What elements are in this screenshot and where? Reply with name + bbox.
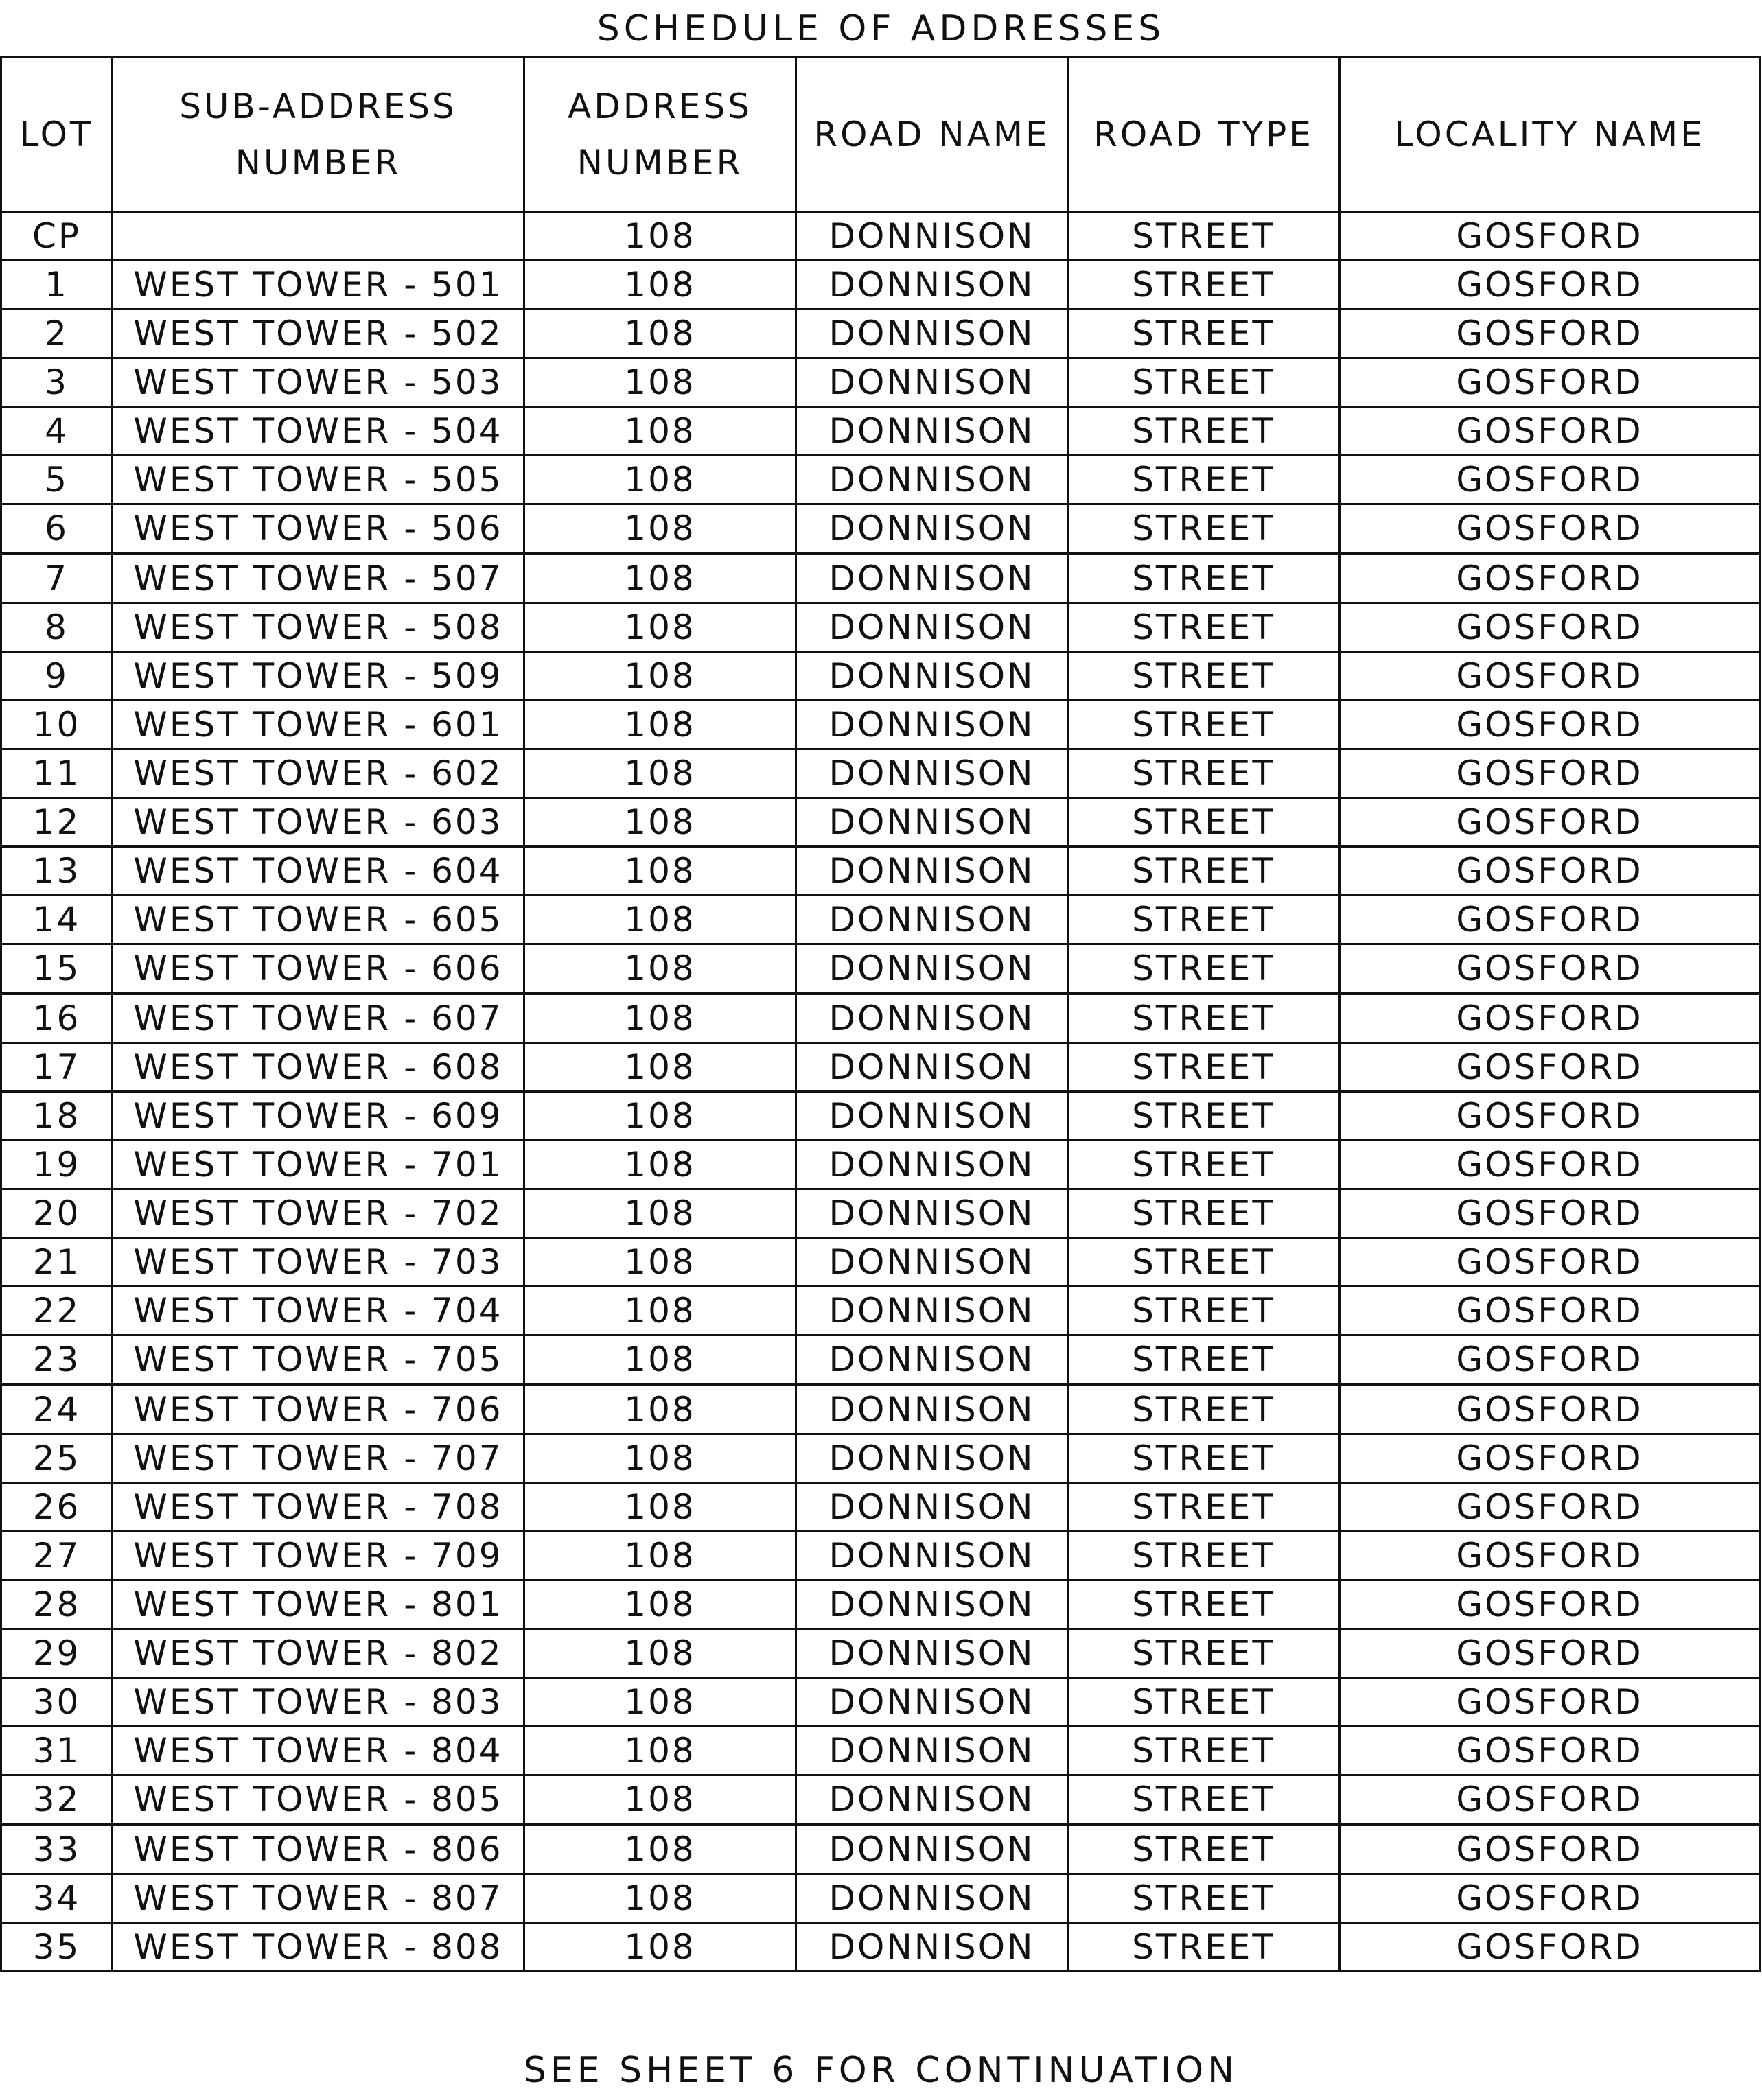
cell-road-name: DONNISON [796,701,1068,749]
cell-road-type: STREET [1068,1335,1340,1385]
cell-road-name: DONNISON [796,1335,1068,1385]
table-row [1,1335,1760,1385]
cell-lot: 29 [1,1629,113,1678]
header-addr-line2: NUMBER [577,143,743,183]
cell-road-name: DONNISON [796,652,1068,701]
cell-address-number: 108 [524,212,796,261]
cell-sub-address: WEST TOWER - 607 [113,994,524,1043]
cell-road-type: STREET [1068,798,1340,847]
cell-locality-name: GOSFORD [1340,407,1760,456]
cell-sub-address: WEST TOWER - 808 [113,1923,524,1972]
table-row [1,1923,1760,1972]
cell-lot: 8 [1,603,113,652]
cell-address-number: 108 [524,1287,796,1335]
cell-lot: 22 [1,1287,113,1335]
cell-address-number: 108 [524,994,796,1043]
table-row [1,1483,1760,1532]
cell-sub-address: WEST TOWER - 701 [113,1141,524,1189]
cell-lot: 7 [1,554,113,603]
cell-locality-name: GOSFORD [1340,456,1760,504]
cell-road-name: DONNISON [796,1141,1068,1189]
cell-road-type: STREET [1068,603,1340,652]
cell-lot: 4 [1,407,113,456]
cell-address-number: 108 [524,358,796,407]
cell-lot: 32 [1,1775,113,1825]
table-row [1,847,1760,896]
cell-road-type: STREET [1068,1238,1340,1287]
table-row [1,212,1760,261]
cell-locality-name: GOSFORD [1340,1483,1760,1532]
cell-lot: 25 [1,1434,113,1483]
cell-road-type: STREET [1068,358,1340,407]
cell-sub-address: WEST TOWER - 603 [113,798,524,847]
cell-road-type: STREET [1068,1629,1340,1678]
cell-road-type: STREET [1068,1775,1340,1825]
cell-road-name: DONNISON [796,1385,1068,1434]
cell-road-name: DONNISON [796,847,1068,896]
cell-locality-name: GOSFORD [1340,1092,1760,1141]
table-row [1,1775,1760,1825]
cell-road-type: STREET [1068,1189,1340,1238]
cell-road-name: DONNISON [796,1874,1068,1923]
table-row [1,1874,1760,1923]
cell-road-name: DONNISON [796,1189,1068,1238]
cell-road-type: STREET [1068,896,1340,944]
table-row [1,1629,1760,1678]
cell-road-type: STREET [1068,1532,1340,1580]
cell-sub-address: WEST TOWER - 702 [113,1189,524,1238]
cell-locality-name: GOSFORD [1340,1434,1760,1483]
cell-sub-address: WEST TOWER - 709 [113,1532,524,1580]
cell-locality-name: GOSFORD [1340,1043,1760,1092]
cell-road-name: DONNISON [796,358,1068,407]
cell-sub-address: WEST TOWER - 706 [113,1385,524,1434]
cell-address-number: 108 [524,261,796,310]
cell-locality-name: GOSFORD [1340,798,1760,847]
cell-locality-name: GOSFORD [1340,1385,1760,1434]
table-row [1,1385,1760,1434]
cell-address-number: 108 [524,1874,796,1923]
table-row [1,652,1760,701]
cell-address-number: 108 [524,701,796,749]
cell-road-type: STREET [1068,1385,1340,1434]
cell-sub-address: WEST TOWER - 506 [113,504,524,554]
cell-address-number: 108 [524,749,796,798]
table-row [1,1141,1760,1189]
cell-address-number: 108 [524,798,796,847]
cell-sub-address: WEST TOWER - 606 [113,944,524,994]
table-row [1,994,1760,1043]
cell-sub-address: WEST TOWER - 608 [113,1043,524,1092]
cell-sub-address: WEST TOWER - 802 [113,1629,524,1678]
table-row [1,1580,1760,1629]
cell-road-type: STREET [1068,1678,1340,1727]
cell-road-type: STREET [1068,701,1340,749]
cell-sub-address: WEST TOWER - 508 [113,603,524,652]
table-body [1,212,1760,1972]
cell-lot: 5 [1,456,113,504]
cell-sub-address: WEST TOWER - 806 [113,1825,524,1874]
cell-locality-name: GOSFORD [1340,603,1760,652]
table-row [1,944,1760,994]
cell-road-name: DONNISON [796,1434,1068,1483]
cell-address-number: 108 [524,407,796,456]
table-row [1,504,1760,554]
cell-road-type: STREET [1068,456,1340,504]
cell-road-name: DONNISON [796,1775,1068,1825]
cell-road-name: DONNISON [796,896,1068,944]
cell-road-type: STREET [1068,944,1340,994]
cell-sub-address: WEST TOWER - 501 [113,261,524,310]
table-row [1,701,1760,749]
cell-lot: 1 [1,261,113,310]
header-sub-line2: NUMBER [235,143,402,183]
cell-address-number: 108 [524,944,796,994]
cell-sub-address [113,212,524,261]
cell-address-number: 108 [524,1923,796,1972]
cell-road-name: DONNISON [796,1532,1068,1580]
cell-address-number: 108 [524,1727,796,1775]
cell-road-name: DONNISON [796,798,1068,847]
cell-lot: 34 [1,1874,113,1923]
schedule-title: SCHEDULE OF ADDRESSES [596,8,1166,49]
table-row [1,1532,1760,1580]
cell-locality-name: GOSFORD [1340,1727,1760,1775]
cell-sub-address: WEST TOWER - 503 [113,358,524,407]
cell-road-name: DONNISON [796,554,1068,603]
table-header-row [1,58,1760,212]
cell-locality-name: GOSFORD [1340,1629,1760,1678]
cell-locality-name: GOSFORD [1340,701,1760,749]
table-row [1,310,1760,358]
cell-address-number: 108 [524,310,796,358]
cell-sub-address: WEST TOWER - 804 [113,1727,524,1775]
cell-road-type: STREET [1068,1434,1340,1483]
cell-road-name: DONNISON [796,1580,1068,1629]
cell-road-name: DONNISON [796,749,1068,798]
cell-sub-address: WEST TOWER - 705 [113,1335,524,1385]
cell-address-number: 108 [524,1434,796,1483]
address-schedule-table [0,56,1761,1972]
cell-locality-name: GOSFORD [1340,1923,1760,1972]
cell-sub-address: WEST TOWER - 704 [113,1287,524,1335]
cell-locality-name: GOSFORD [1340,652,1760,701]
cell-sub-address: WEST TOWER - 604 [113,847,524,896]
cell-sub-address: WEST TOWER - 801 [113,1580,524,1629]
cell-address-number: 108 [524,1629,796,1678]
cell-lot: 11 [1,749,113,798]
table-row [1,896,1760,944]
table-row [1,603,1760,652]
cell-locality-name: GOSFORD [1340,847,1760,896]
cell-sub-address: WEST TOWER - 805 [113,1775,524,1825]
cell-address-number: 108 [524,456,796,504]
cell-sub-address: WEST TOWER - 504 [113,407,524,456]
header-lot: LOT [1,58,113,212]
cell-road-name: DONNISON [796,944,1068,994]
cell-locality-name: GOSFORD [1340,896,1760,944]
cell-lot: 28 [1,1580,113,1629]
header-sub-address-number [113,58,524,212]
cell-road-name: DONNISON [796,1238,1068,1287]
table-row [1,1043,1760,1092]
cell-road-type: STREET [1068,749,1340,798]
cell-locality-name: GOSFORD [1340,212,1760,261]
cell-road-type: STREET [1068,1043,1340,1092]
cell-road-name: DONNISON [796,994,1068,1043]
cell-address-number: 108 [524,1532,796,1580]
cell-locality-name: GOSFORD [1340,1189,1760,1238]
cell-lot: 14 [1,896,113,944]
cell-road-name: DONNISON [796,1287,1068,1335]
table-row [1,749,1760,798]
cell-locality-name: GOSFORD [1340,749,1760,798]
cell-sub-address: WEST TOWER - 708 [113,1483,524,1532]
cell-sub-address: WEST TOWER - 703 [113,1238,524,1287]
cell-address-number: 108 [524,652,796,701]
cell-sub-address: WEST TOWER - 609 [113,1092,524,1141]
cell-road-name: DONNISON [796,261,1068,310]
cell-locality-name: GOSFORD [1340,1238,1760,1287]
cell-lot: 20 [1,1189,113,1238]
cell-road-type: STREET [1068,407,1340,456]
cell-address-number: 108 [524,1775,796,1825]
cell-address-number: 108 [524,504,796,554]
cell-locality-name: GOSFORD [1340,1775,1760,1825]
cell-road-type: STREET [1068,554,1340,603]
cell-road-type: STREET [1068,1727,1340,1775]
cell-road-name: DONNISON [796,504,1068,554]
cell-lot: 26 [1,1483,113,1532]
table-row [1,554,1760,603]
cell-lot: 23 [1,1335,113,1385]
cell-locality-name: GOSFORD [1340,1825,1760,1874]
cell-road-type: STREET [1068,1287,1340,1335]
cell-locality-name: GOSFORD [1340,1678,1760,1727]
cell-address-number: 108 [524,1825,796,1874]
cell-road-name: DONNISON [796,1825,1068,1874]
cell-sub-address: WEST TOWER - 602 [113,749,524,798]
cell-lot: 2 [1,310,113,358]
cell-lot: 19 [1,1141,113,1189]
cell-road-type: STREET [1068,310,1340,358]
cell-sub-address: WEST TOWER - 505 [113,456,524,504]
cell-locality-name: GOSFORD [1340,1580,1760,1629]
header-addr-line1: ADDRESS [567,86,752,126]
cell-lot: 3 [1,358,113,407]
table-row [1,1189,1760,1238]
cell-address-number: 108 [524,603,796,652]
cell-address-number: 108 [524,1238,796,1287]
cell-locality-name: GOSFORD [1340,1335,1760,1385]
cell-road-type: STREET [1068,261,1340,310]
cell-sub-address: WEST TOWER - 507 [113,554,524,603]
cell-address-number: 108 [524,847,796,896]
table-row [1,261,1760,310]
cell-road-type: STREET [1068,1483,1340,1532]
table-row [1,1092,1760,1141]
cell-road-type: STREET [1068,1141,1340,1189]
cell-lot: 10 [1,701,113,749]
cell-locality-name: GOSFORD [1340,944,1760,994]
cell-address-number: 108 [524,1385,796,1434]
cell-address-number: 108 [524,1043,796,1092]
cell-sub-address: WEST TOWER - 803 [113,1678,524,1727]
cell-road-name: DONNISON [796,310,1068,358]
cell-lot: 21 [1,1238,113,1287]
cell-road-name: DONNISON [796,1727,1068,1775]
header-sub-line1: SUB-ADDRESS [179,86,457,126]
cell-road-type: STREET [1068,1092,1340,1141]
cell-lot: 16 [1,994,113,1043]
cell-address-number: 108 [524,1335,796,1385]
cell-lot: 31 [1,1727,113,1775]
cell-address-number: 108 [524,1678,796,1727]
cell-address-number: 108 [524,896,796,944]
cell-lot: 15 [1,944,113,994]
cell-lot: 12 [1,798,113,847]
cell-address-number: 108 [524,1580,796,1629]
table-row [1,1727,1760,1775]
cell-address-number: 108 [524,1141,796,1189]
cell-lot: 27 [1,1532,113,1580]
cell-locality-name: GOSFORD [1340,1874,1760,1923]
header-road-name: ROAD NAME [796,58,1068,212]
cell-sub-address: WEST TOWER - 502 [113,310,524,358]
cell-lot: 9 [1,652,113,701]
cell-lot: 35 [1,1923,113,1972]
table-row [1,456,1760,504]
cell-road-type: STREET [1068,847,1340,896]
cell-road-name: DONNISON [796,1043,1068,1092]
cell-road-name: DONNISON [796,1923,1068,1972]
cell-road-type: STREET [1068,1580,1340,1629]
cell-road-name: DONNISON [796,456,1068,504]
table-row [1,1238,1760,1287]
cell-road-name: DONNISON [796,603,1068,652]
cell-lot: 18 [1,1092,113,1141]
table-row [1,358,1760,407]
cell-lot: 17 [1,1043,113,1092]
cell-sub-address: WEST TOWER - 605 [113,896,524,944]
cell-sub-address: WEST TOWER - 601 [113,701,524,749]
table-row [1,1825,1760,1874]
cell-road-type: STREET [1068,1923,1340,1972]
table-row [1,1287,1760,1335]
cell-road-name: DONNISON [796,1483,1068,1532]
continuation-note: SEE SHEET 6 FOR CONTINUATION [523,2050,1239,2091]
table-row [1,1678,1760,1727]
cell-lot: 24 [1,1385,113,1434]
cell-address-number: 108 [524,1092,796,1141]
cell-locality-name: GOSFORD [1340,1287,1760,1335]
cell-locality-name: GOSFORD [1340,358,1760,407]
header-locality-name: LOCALITY NAME [1340,58,1760,212]
cell-sub-address: WEST TOWER - 509 [113,652,524,701]
table-row [1,1434,1760,1483]
cell-sub-address: WEST TOWER - 707 [113,1434,524,1483]
cell-address-number: 108 [524,554,796,603]
header-address-number [524,58,796,212]
cell-lot: CP [1,212,113,261]
cell-lot: 30 [1,1678,113,1727]
cell-road-name: DONNISON [796,1092,1068,1141]
cell-lot: 13 [1,847,113,896]
cell-road-type: STREET [1068,1825,1340,1874]
cell-sub-address: WEST TOWER - 807 [113,1874,524,1923]
cell-road-name: DONNISON [796,212,1068,261]
cell-lot: 33 [1,1825,113,1874]
header-road-type: ROAD TYPE [1068,58,1340,212]
cell-road-name: DONNISON [796,1629,1068,1678]
table-row [1,407,1760,456]
cell-locality-name: GOSFORD [1340,554,1760,603]
cell-locality-name: GOSFORD [1340,994,1760,1043]
table-row [1,798,1760,847]
cell-road-type: STREET [1068,652,1340,701]
cell-road-name: DONNISON [796,1678,1068,1727]
cell-locality-name: GOSFORD [1340,261,1760,310]
cell-locality-name: GOSFORD [1340,504,1760,554]
cell-address-number: 108 [524,1483,796,1532]
cell-address-number: 108 [524,1189,796,1238]
cell-locality-name: GOSFORD [1340,310,1760,358]
cell-road-type: STREET [1068,212,1340,261]
cell-road-type: STREET [1068,994,1340,1043]
cell-road-type: STREET [1068,504,1340,554]
cell-locality-name: GOSFORD [1340,1532,1760,1580]
cell-lot: 6 [1,504,113,554]
cell-road-name: DONNISON [796,407,1068,456]
cell-locality-name: GOSFORD [1340,1141,1760,1189]
cell-road-type: STREET [1068,1874,1340,1923]
